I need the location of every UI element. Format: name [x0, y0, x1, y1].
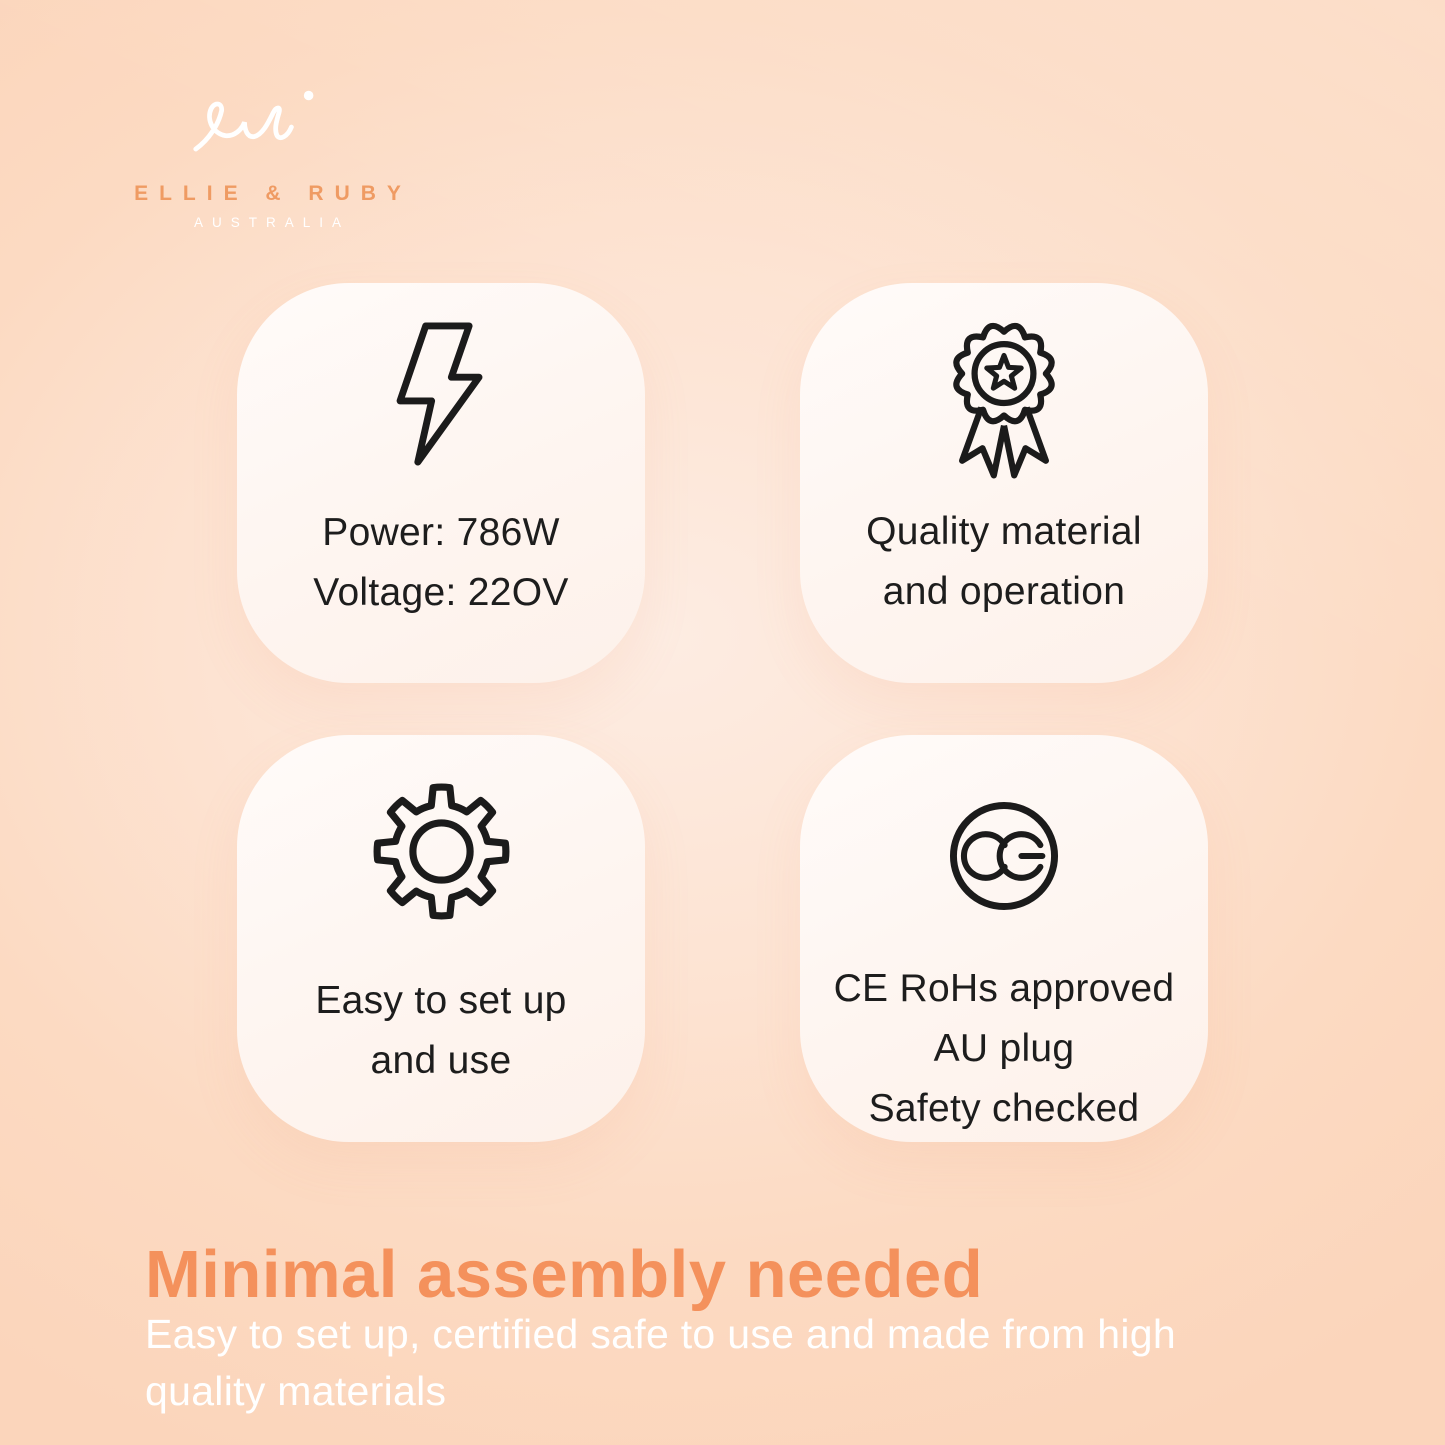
- brand-script-er-icon: [185, 84, 350, 172]
- gear-icon: [370, 780, 513, 923]
- card-certifications-text: [834, 959, 1175, 1139]
- brand-region: AUSTRALIA: [193, 215, 351, 230]
- card-text-line: and use: [370, 1039, 512, 1082]
- card-text-line: Quality material: [866, 510, 1142, 553]
- lightning-bolt-icon: [396, 320, 487, 468]
- card-quality-material: [800, 283, 1208, 683]
- footer-subtitle-line: Easy to set up, certified safe to use and made from high: [145, 1311, 1176, 1357]
- award-ribbon-icon: [936, 317, 1072, 489]
- card-text-line: AU plug: [933, 1027, 1075, 1070]
- footer-subtitle: [145, 1306, 1176, 1420]
- card-text-line: Easy to set up: [315, 979, 567, 1022]
- card-power-specs-text: [313, 503, 568, 623]
- card-certifications: [800, 735, 1208, 1142]
- card-text-line: Safety checked: [868, 1087, 1140, 1130]
- card-text-line: Voltage: 22OV: [313, 571, 569, 614]
- card-text-line: Power: 786W: [322, 511, 560, 554]
- brand-name: ELLIE & RUBY: [134, 182, 412, 205]
- ce-mark-icon: [943, 795, 1065, 917]
- card-power-specs: [237, 283, 645, 683]
- card-easy-setup: [237, 735, 645, 1142]
- brand-logo: [120, 84, 415, 230]
- card-quality-text: [866, 502, 1142, 622]
- card-text-line: and operation: [882, 570, 1126, 613]
- footer-subtitle-line: quality materials: [145, 1368, 447, 1414]
- footer-headline: Minimal assembly needed: [145, 1237, 984, 1312]
- card-text-line: CE RoHs approved: [833, 967, 1175, 1010]
- card-easy-setup-text: [315, 971, 566, 1091]
